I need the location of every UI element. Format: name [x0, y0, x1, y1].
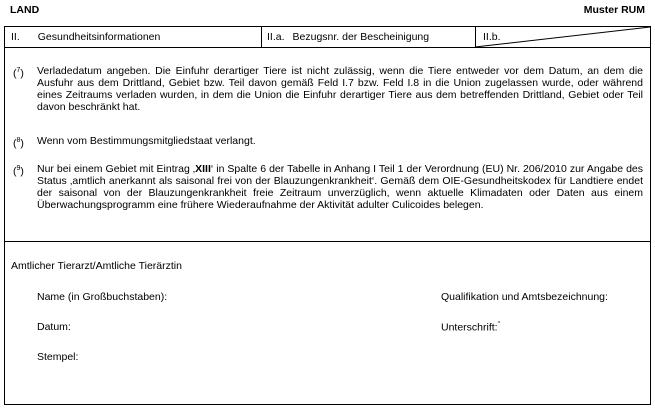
footnote-text: Nur bei einem Gebiet mit Eintrag ‚XIII‘ in Spalte 6 der Tabelle in Anhang I Teil 1 der Verordnung (EU) Nr. 206/2010 zur Angabe des Status ‚amtlich anerkannt als saisonal frei von der Blauzungenkrankheit‘. Gemäß dem OIE-Gesundheitskodex für Landtiere endet der saisonal von der Blauzungenkrankheit freie Zeitraum unverzüglich, wenn aktuelle Klimadaten oder Daten aus einem Überwachungsprogramm eine frühere Wiederaufnahme der Aktivität adulter Culicoides belegen. — [37, 163, 643, 211]
certificate-frame — [4, 26, 651, 405]
stamp-label: Stempel: — [37, 351, 79, 363]
footnote-9 — [13, 163, 643, 211]
signature-block — [5, 242, 650, 404]
reference-number: II.a. — [267, 31, 285, 43]
reference-cell — [267, 27, 429, 47]
footnote-number: ($^7$) — [13, 67, 24, 80]
vet-title: Amtlicher Tierarzt/Amtliche Tierärztin — [11, 260, 182, 272]
country-label: LAND — [10, 4, 40, 16]
footnote-number: ($^9$) — [13, 165, 24, 178]
reference-b-label: II.b. — [483, 31, 501, 43]
diagonal-strike — [475, 27, 650, 47]
divider — [261, 27, 262, 47]
section-cell — [11, 27, 160, 47]
section-title: Gesundheitsinformationen — [37, 31, 161, 43]
date-label: Datum: — [37, 321, 71, 333]
model-label: Muster RUM — [583, 4, 645, 16]
name-label: Name (in Großbuchstaben): — [37, 291, 168, 303]
footnote-number: ($^8$) — [13, 137, 24, 150]
part-header-row — [5, 27, 650, 48]
footnote-8 — [13, 135, 643, 150]
signature-label: Unterschrift:“ — [441, 321, 500, 334]
section-number: II. — [11, 31, 20, 43]
footnotes — [5, 47, 650, 242]
footnote-text: Verladedatum angeben. Die Einfuhr derartiger Tiere ist nicht zulässig, wenn die Tiere entweder vor dem Datum, an dem die Ausfuhr aus dem Drittland, Gebiet bzw. Teil davon gemäß Feld I.7 bzw. Feld I.8 in die Union zugelassen wurde, oder während eines Zeitraums verladen wurden, in dem die Union die Einfuhr derartiger Tiere aus dem betreffenden Drittland, Gebiet oder Teil davon beschränkt hat. — [37, 65, 643, 113]
reference-label: Bezugsnr. der Bescheinigung — [292, 31, 430, 43]
footnote-7 — [13, 65, 643, 113]
footnote-text: Wenn vom Bestimmungsmitgliedstaat verlangt. — [37, 135, 256, 147]
qualification-label: Qualifikation und Amtsbezeichnung: — [441, 291, 608, 303]
